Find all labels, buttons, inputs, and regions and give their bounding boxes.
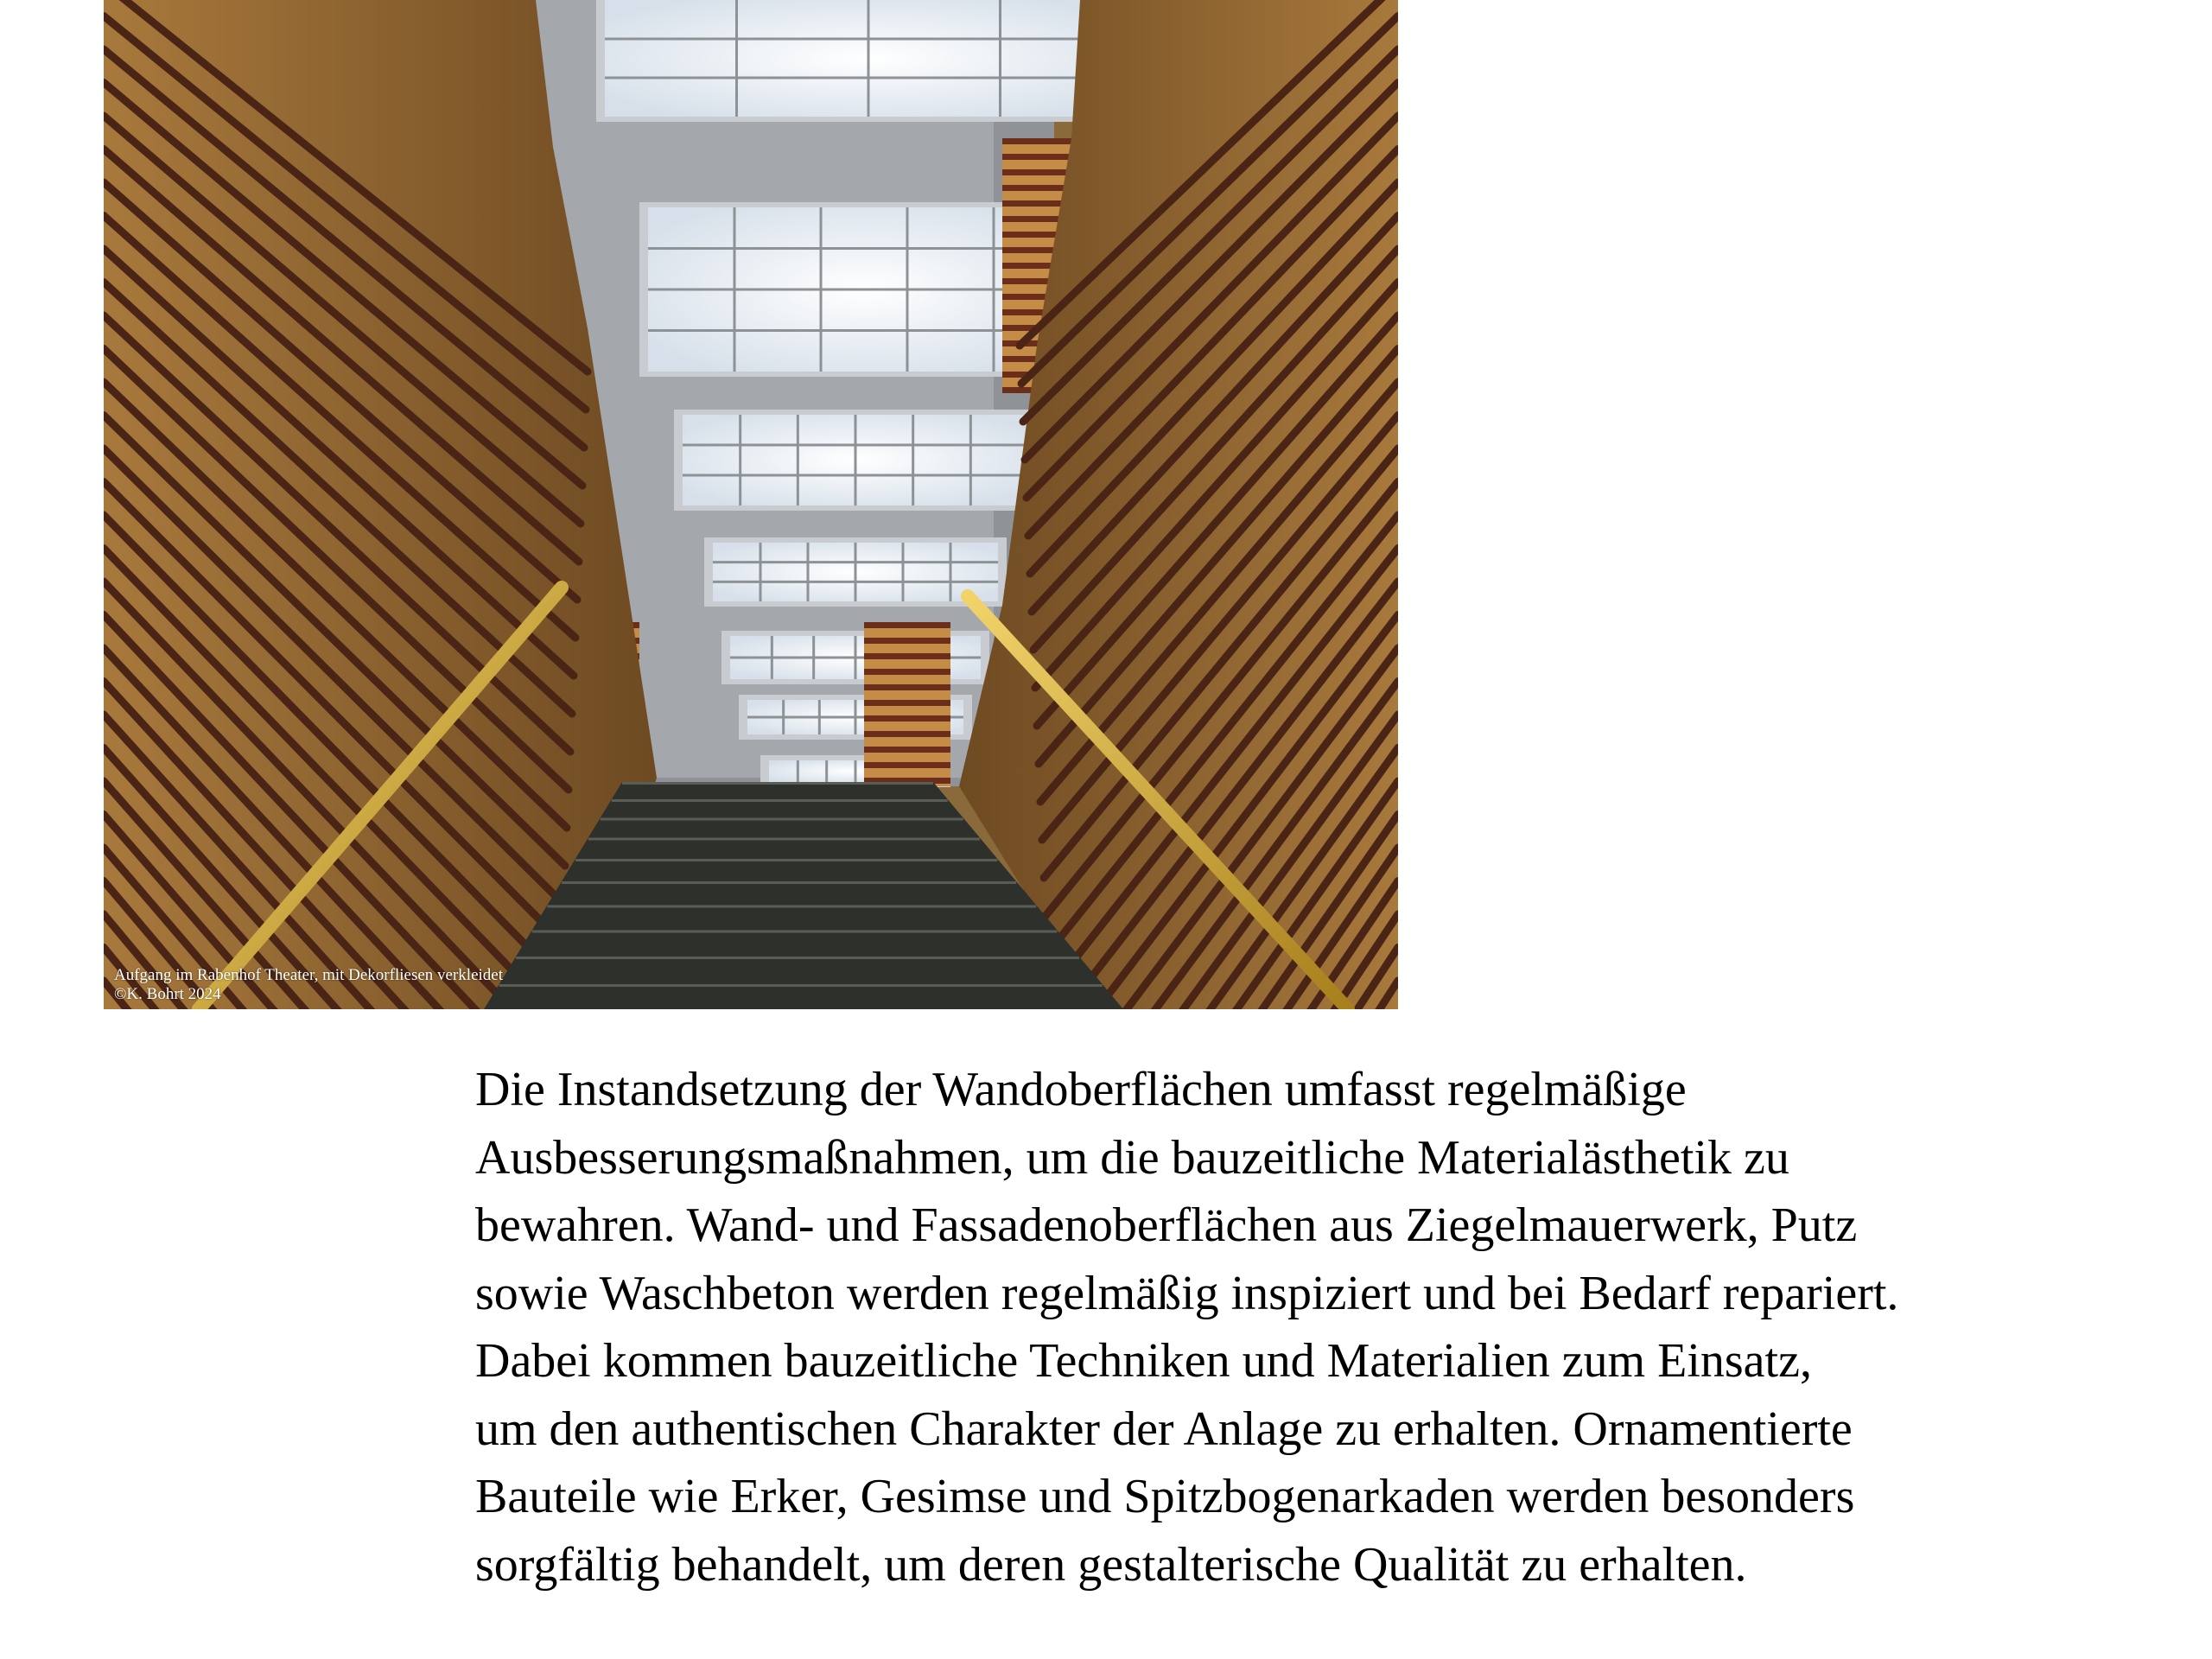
stair-step — [588, 838, 980, 841]
paragraph-line: um den authentischen Charakter der Anlage zu erhalten. Ornamentierte — [475, 1402, 1853, 1456]
stairwell-illustration — [104, 0, 1398, 1009]
stair-step — [547, 906, 1036, 908]
stairwell-photo — [104, 0, 1398, 1009]
paragraph-line: Die Instandsetzung der Wandoberflächen umfasst regelmäßige — [475, 1063, 1687, 1116]
paragraph-line: Dabei kommen bauzeitliche Techniken und Materialien zum Einsatz, — [475, 1334, 1812, 1388]
stair-step — [575, 859, 998, 861]
paragraph-line: Bauteile wie Erker, Gesimse und Spitzbogenarkaden werden besonders — [475, 1470, 1855, 1523]
stair-step — [612, 799, 948, 802]
caption-title: Aufgang im Rabenhof Theater, mit Dekorfliesen verkleidet — [114, 966, 503, 984]
photo-caption — [114, 966, 503, 1004]
stair-step — [516, 957, 1079, 959]
stair-step — [532, 931, 1058, 933]
stair-step — [622, 782, 933, 785]
paragraph-line: sowie Waschbeton werden regelmäßig inspiziert und bei Bedarf repariert. — [475, 1266, 1899, 1320]
paragraph-line: bewahren. Wand- und Fassadenoberflächen aus Ziegelmauerwerk, Putz — [475, 1198, 1858, 1252]
body-paragraph — [475, 1056, 2169, 1599]
paragraph-line: Ausbesserungsmaßnahmen, um die bauzeitliche Materialästhetik zu — [475, 1130, 1789, 1185]
paragraph-line: sorgfältig behandelt, um deren gestalterische Qualität zu erhalten. — [475, 1537, 1747, 1592]
caption-copyright: ©K. Bohrt 2024 — [114, 985, 221, 1003]
stair-step — [499, 984, 1103, 987]
stair-step — [562, 881, 1016, 884]
stair-step — [601, 818, 963, 821]
